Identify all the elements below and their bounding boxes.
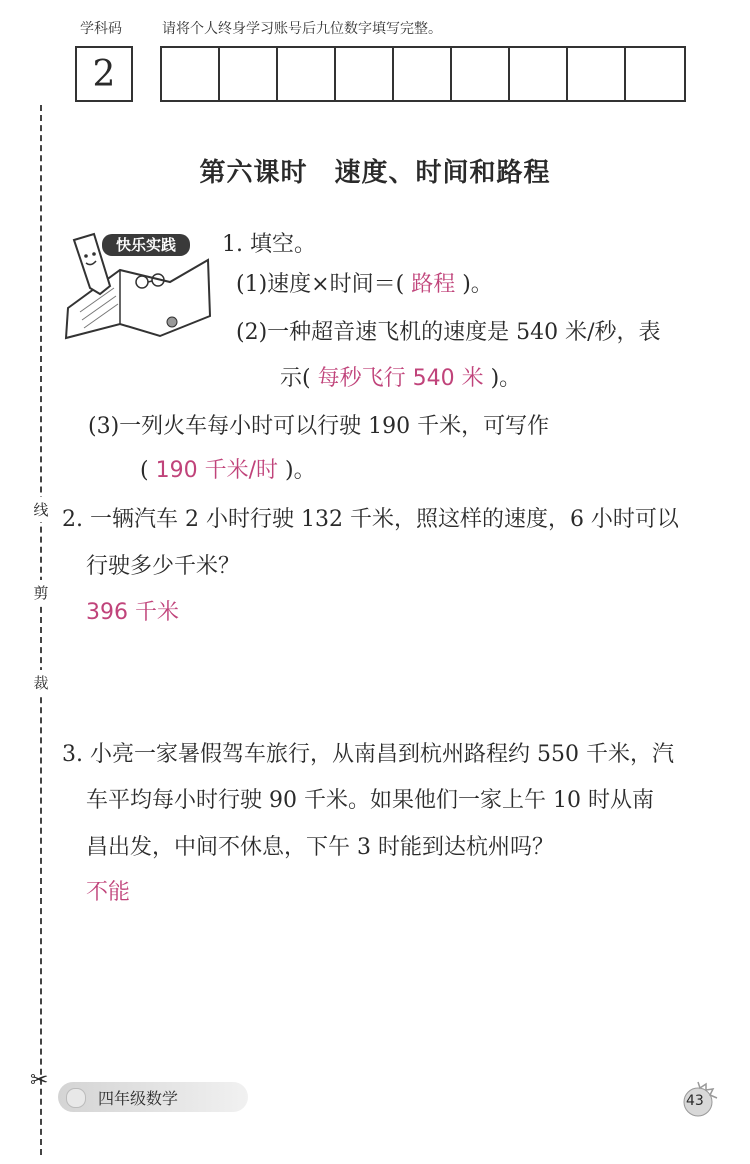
q2-line2: 行驶多少千米？ bbox=[86, 554, 241, 579]
q1-part2-prefix: 示( bbox=[280, 366, 311, 391]
cut-line-char: 线 bbox=[32, 497, 50, 522]
footer-book-title: 四年级数学 bbox=[98, 1089, 179, 1108]
q1-part3-answer: 190 千米/时 bbox=[155, 458, 278, 483]
q3-line3: 昌出发，中间不休息，下午 3 时能到达杭州吗？ bbox=[86, 835, 554, 860]
q2-line1: 2. 一辆汽车 2 小时行驶 132 千米，照这样的速度，6 小时可以 bbox=[62, 507, 679, 532]
subject-code-box bbox=[75, 46, 133, 102]
q1-part1-suffix: )。 bbox=[462, 272, 493, 297]
q3-line2: 车平均每小时行驶 90 千米。如果他们一家上午 10 时从南 bbox=[86, 788, 654, 813]
digit-box[interactable] bbox=[220, 48, 278, 100]
q1-part3-line1: (3)一列火车每小时可以行驶 190 千米，可写作 bbox=[88, 414, 550, 439]
q3-answer: 不能 bbox=[86, 880, 131, 905]
cut-line-char: 剪 bbox=[32, 580, 50, 605]
q2-answer: 396 千米 bbox=[86, 600, 179, 625]
q1-part2-suffix: )。 bbox=[490, 366, 522, 391]
cut-line bbox=[40, 105, 42, 1155]
account-digit-boxes[interactable] bbox=[160, 46, 686, 102]
digit-box[interactable] bbox=[626, 48, 684, 100]
digit-box[interactable] bbox=[336, 48, 394, 100]
q1-part2-line1: (2)一种超音速飞机的速度是 540 米/秒，表 bbox=[236, 320, 661, 345]
q1-part2-answer: 每秒飞行 540 米 bbox=[317, 366, 484, 391]
scissors-icon: ✂ bbox=[30, 1068, 49, 1093]
q1-heading: 1. 填空。 bbox=[222, 232, 316, 257]
account-instruction: 请将个人终身学习账号后九位数字填写完整。 bbox=[162, 21, 442, 37]
q1-part1-answer: 路程 bbox=[411, 272, 456, 297]
digit-box[interactable] bbox=[452, 48, 510, 100]
q1-part2-line2 bbox=[280, 364, 521, 394]
page-title: 第六课时 速度、时间和路程 bbox=[199, 158, 551, 188]
q1-part3-prefix: ( bbox=[140, 458, 149, 483]
digit-box[interactable] bbox=[510, 48, 568, 100]
q1-part3-suffix: )。 bbox=[285, 458, 316, 483]
practice-badge bbox=[60, 230, 218, 340]
badge-label: 快乐实践 bbox=[115, 236, 176, 254]
digit-box[interactable] bbox=[278, 48, 336, 100]
q3-line1: 3. 小亮一家暑假驾车旅行，从南昌到杭州路程约 550 千米，汽 bbox=[62, 742, 674, 767]
subject-code-value: 2 bbox=[92, 53, 116, 95]
q1-part3-line2 bbox=[140, 456, 316, 486]
q1-part1 bbox=[236, 270, 493, 300]
star-icon bbox=[66, 1088, 86, 1108]
subject-code-label: 学科码 bbox=[80, 21, 122, 37]
cut-line-char: 裁 bbox=[32, 670, 50, 695]
q1-part1-prefix: (1)速度×时间＝( bbox=[236, 272, 405, 297]
page-number: 43 bbox=[686, 1093, 704, 1109]
digit-box[interactable] bbox=[568, 48, 626, 100]
digit-box[interactable] bbox=[162, 48, 220, 100]
digit-box[interactable] bbox=[394, 48, 452, 100]
